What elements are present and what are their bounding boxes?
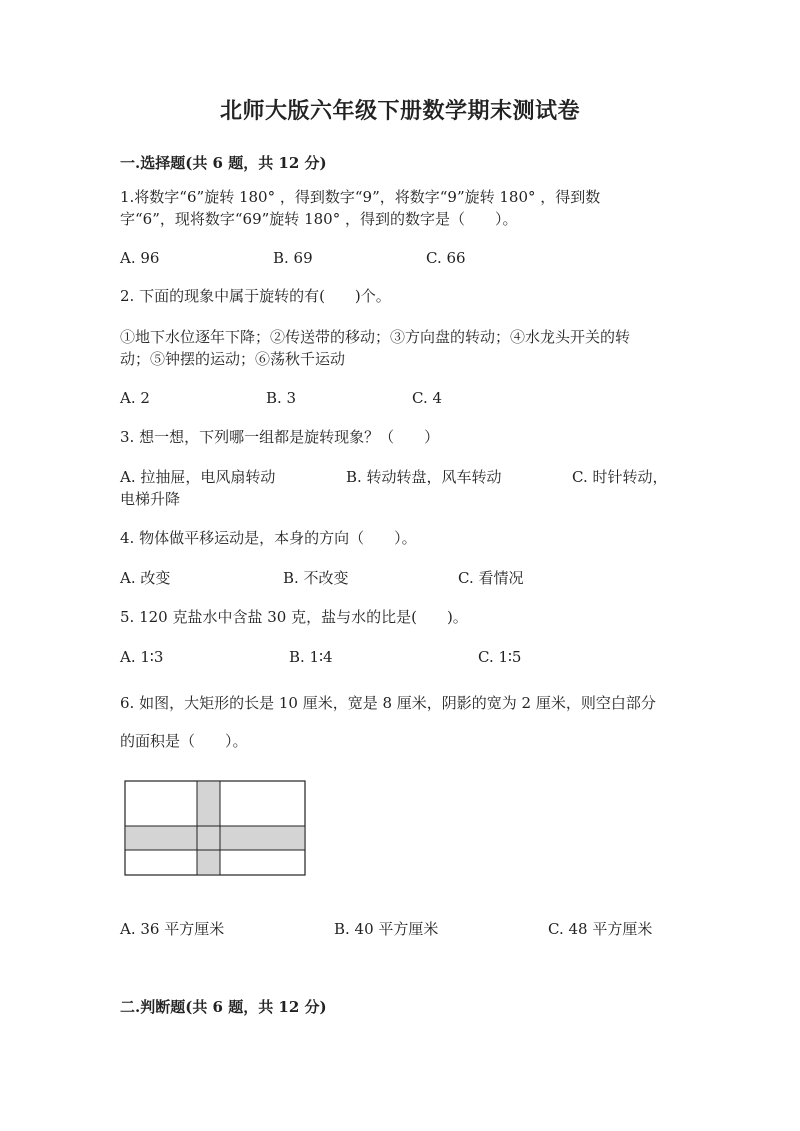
question-2 xyxy=(120,285,685,307)
option-c[interactable]: C. 时针转动， xyxy=(572,468,668,486)
options-q1 xyxy=(120,247,680,269)
question-text-line: 的面积是（ ）。 xyxy=(120,732,248,750)
statement-line: ①地下水位逐年下降；②传送带的移动；③方向盘的转动；④水龙头开关的转 xyxy=(120,328,631,346)
options-q3 xyxy=(120,466,680,488)
section-heading-judgement: 二.判断题(共 6 题，共 12 分) xyxy=(120,998,327,1016)
option-b[interactable]: B. 转动转盘，风车转动 xyxy=(346,468,502,486)
option-a[interactable]: A. 96 xyxy=(120,249,160,267)
option-b[interactable]: B. 不改变 xyxy=(283,569,349,587)
question-text-line: 1.将数字“6”旋转 180° ，得到数字“9”，将数字“9”旋转 180° ，得到数 xyxy=(120,188,601,206)
question-3 xyxy=(120,426,685,448)
option-c[interactable]: C. 48 平方厘米 xyxy=(548,920,653,938)
option-c[interactable]: C. 看情况 xyxy=(458,569,524,587)
option-c-wrap: 电梯升降 xyxy=(120,490,181,508)
statement-line: 动；⑤钟摆的运动；⑥荡秋千运动 xyxy=(120,350,346,368)
option-a[interactable]: A. 2 xyxy=(120,389,150,407)
options-q4 xyxy=(120,567,680,589)
section-heading-choice: 一.选择题(共 6 题，共 12 分) xyxy=(120,154,327,172)
option-a[interactable]: A. 36 平方厘米 xyxy=(120,920,225,938)
options-q5 xyxy=(120,646,680,668)
horizontal-shaded-strip xyxy=(125,826,305,850)
option-b[interactable]: B. 40 平方厘米 xyxy=(334,920,439,938)
question-text-line: 6. 如图，大矩形的长是 10 厘米，宽是 8 厘米，阴影的宽为 2 厘米，则空白部分 xyxy=(120,694,656,712)
option-c[interactable]: C. 1∶5 xyxy=(478,648,522,666)
question-text-line: 4. 物体做平移运动是，本身的方向（ ）。 xyxy=(120,529,417,547)
option-a[interactable]: A. 拉抽屉，电风扇转动 xyxy=(120,468,276,486)
option-a[interactable]: A. 1∶3 xyxy=(120,648,164,666)
page-title: 北师大版六年级下册数学期末测试卷 xyxy=(219,98,580,124)
question-text-line: 5. 120 克盐水中含盐 30 克，盐与水的比是( )。 xyxy=(120,608,468,626)
question-2-statements xyxy=(120,326,685,370)
rectangle-figure xyxy=(124,780,307,877)
option-b[interactable]: B. 69 xyxy=(273,249,313,267)
question-6 xyxy=(120,684,685,760)
question-5 xyxy=(120,606,685,628)
option-a[interactable]: A. 改变 xyxy=(120,569,171,587)
options-q2 xyxy=(120,387,680,409)
option-c[interactable]: C. 4 xyxy=(412,389,443,407)
options-q6 xyxy=(120,918,680,940)
option-c[interactable]: C. 66 xyxy=(426,249,466,267)
question-text-line: 2. 下面的现象中属于旋转的有( )个。 xyxy=(120,287,391,305)
question-4 xyxy=(120,527,685,549)
question-1 xyxy=(120,186,685,230)
question-text-line: 字“6”，现将数字“69”旋转 180° ，得到的数字是（ ）。 xyxy=(120,210,518,228)
question-text-line: 3. 想一想，下列哪一组都是旋转现象？（ ） xyxy=(120,428,440,446)
option-b[interactable]: B. 1∶4 xyxy=(289,648,333,666)
option-b[interactable]: B. 3 xyxy=(266,389,297,407)
